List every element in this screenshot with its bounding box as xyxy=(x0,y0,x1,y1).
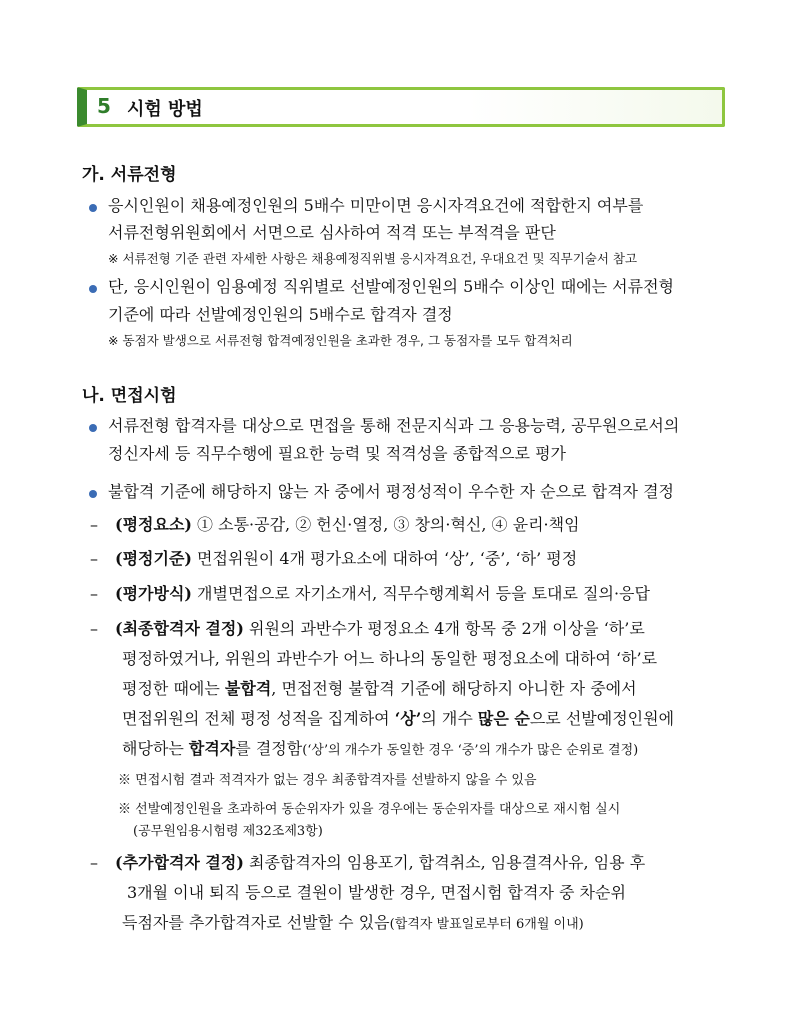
note-line: (공무원임용시험령 제32조제3항) xyxy=(133,824,323,839)
dash-marker: – xyxy=(90,549,98,568)
text-line xyxy=(115,549,577,569)
evaluation-method-text: 개별면접으로 자기소개서, 직무수행계획서 등을 토대로 질의·응답 xyxy=(191,584,650,603)
additional-passers-text: 최종합격자의 임용포기, 합격취소, 임용결격사유, 임용 후 xyxy=(243,853,646,872)
bullet-icon xyxy=(89,424,97,432)
dash-marker: – xyxy=(90,515,98,534)
text-line xyxy=(122,913,584,935)
text-line: 단, 응시인원이 임용예정 직위별로 선발예정인원의 5배수 이상인 때에는 서류전형 xyxy=(108,277,675,296)
text-line xyxy=(122,709,674,729)
final-decision-text: 위원의 과반수가 평정요소 4개 항목 중 2개 이상을 ‘하’로 xyxy=(243,619,645,638)
note-line: ※ 면접시험 결과 적격자가 없는 경우 최종합격자를 선발하지 않을 수 있음 xyxy=(118,773,537,788)
label-evaluation-method: (평가방식) xyxy=(115,584,192,603)
text-line xyxy=(115,584,650,604)
label-additional-passers: (추가합격자 결정) xyxy=(115,853,244,872)
text-fragment-small: (‘상’의 개수가 동일한 경우 ‘중’의 개수가 많은 순위로 결정) xyxy=(302,743,639,758)
text-line xyxy=(115,515,580,535)
text-fragment: 으로 선발예정인원에 xyxy=(529,709,675,728)
text-line xyxy=(115,853,645,873)
text-fragment: 해당하는 xyxy=(122,739,189,758)
label-final-decision: (최종합격자 결정) xyxy=(115,619,244,638)
bullet-icon xyxy=(89,285,97,293)
note-line: ※ 서류전형 기준 관련 자세한 사항은 채용예정직위별 응시자격요건, 우대요건 및 직무기술서 참고 xyxy=(108,251,638,266)
label-evaluation-criteria: (평정기준) xyxy=(115,549,192,568)
evaluation-elements-text: ① 소통·공감, ② 헌신·열정, ③ 창의·혁신, ④ 윤리·책임 xyxy=(191,515,580,534)
section-header xyxy=(77,87,725,127)
text-fragment: 를 결정함 xyxy=(235,739,303,758)
text-fragment: 면접위원의 전체 평정 성적을 집계하여 xyxy=(122,709,395,728)
note-line: ※ 동점자 발생으로 서류전형 합격예정인원을 초과한 경우, 그 동점자를 모두 합격처리 xyxy=(108,333,573,348)
note-line: ※ 선발예정인원을 초과하여 동순위자가 있을 경우에는 동순위자를 대상으로 재시험 실시 xyxy=(118,802,621,817)
dash-marker: – xyxy=(90,584,98,603)
subheading-interview: 나. 면접시험 xyxy=(82,386,177,406)
text-line: 응시인원이 채용예정인원의 5배수 미만이면 응시자격요건에 적합한지 여부를 xyxy=(108,196,644,215)
bullet-icon xyxy=(89,204,97,212)
text-line: 평정하였거나, 위원의 과반수가 어느 하나의 동일한 평정요소에 대하여 ‘하’로 xyxy=(122,649,658,668)
section-number: 5 xyxy=(97,94,111,118)
text-fragment: 평정한 때에는 xyxy=(122,679,225,698)
text-fragment: , 면접전형 불합격 기준에 해당하지 아니한 자 중에서 xyxy=(271,679,637,698)
text-fragment: 의 개수 xyxy=(421,709,478,728)
text-line: 서류전형 합격자를 대상으로 면접을 통해 전문지식과 그 응용능력, 공무원으로서의 xyxy=(108,416,680,435)
bullet-icon xyxy=(89,490,97,498)
emphasis-most: 많은 순 xyxy=(477,709,530,728)
text-line: 불합격 기준에 해당하지 않는 자 중에서 평정성적이 우수한 자 순으로 합격자 결정 xyxy=(108,482,674,501)
dash-marker: – xyxy=(90,853,98,872)
text-line xyxy=(122,739,638,761)
text-line: 기준에 따라 선발예정인원의 5배수로 합격자 결정 xyxy=(108,305,453,324)
dash-marker: – xyxy=(90,619,98,638)
text-line: 3개월 이내 퇴직 등으로 결원이 발생한 경우, 면접시험 합격자 중 차순위 xyxy=(127,883,626,902)
evaluation-criteria-text: 면접위원이 4개 평가요소에 대하여 ‘상’, ‘중’, ‘하’ 평정 xyxy=(191,549,578,568)
section-title: 시험 방법 xyxy=(127,99,203,120)
emphasis-top-grade: ‘상’ xyxy=(394,709,422,728)
text-line: 서류전형위원회에서 서면으로 심사하여 적격 또는 부적격을 판단 xyxy=(108,223,556,242)
text-line xyxy=(115,619,645,639)
emphasis-passer: 합격자 xyxy=(188,739,236,758)
text-line: 정신자세 등 직무수행에 필요한 능력 및 적격성을 종합적으로 평가 xyxy=(108,444,567,463)
text-fragment: 득점자를 추가합격자로 선발할 수 있음 xyxy=(122,913,390,932)
text-line xyxy=(122,679,637,699)
text-fragment-small: (합격자 발표일로부터 6개월 이내) xyxy=(389,917,584,932)
label-evaluation-elements: (평정요소) xyxy=(115,515,192,534)
emphasis-fail: 불합격 xyxy=(224,679,272,698)
subheading-document-screening: 가. 서류전형 xyxy=(82,165,177,185)
